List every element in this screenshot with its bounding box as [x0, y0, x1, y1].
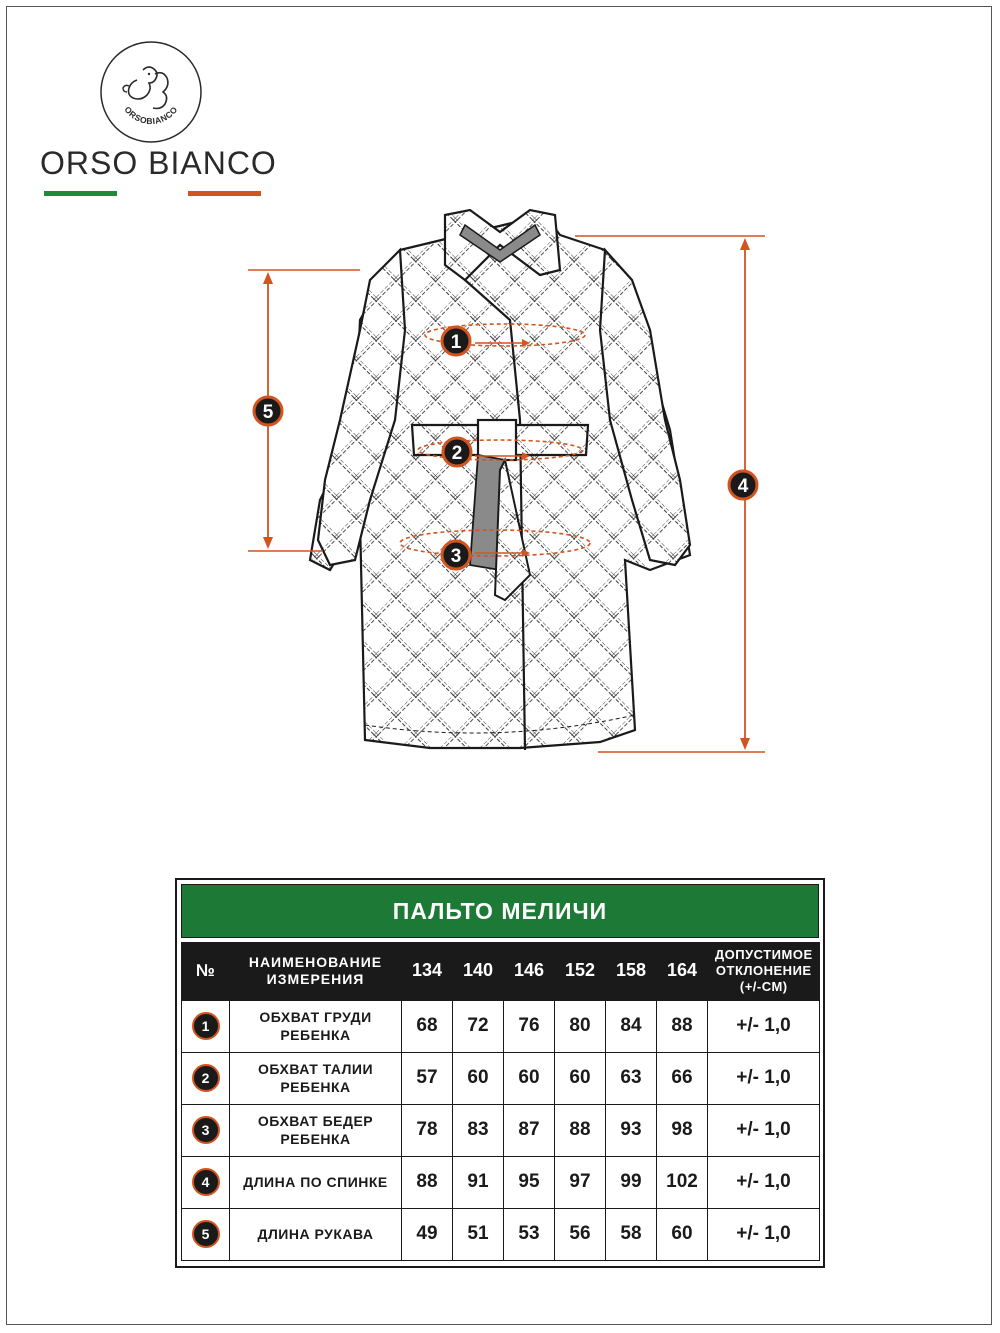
row-number-badge: 2 [192, 1064, 220, 1092]
row-name-line2: РЕБЕНКА [280, 1027, 351, 1043]
row-name-line1: ОБХВАТ ТАЛИИ [257, 1061, 374, 1077]
brand-bar-green [44, 191, 117, 196]
row-value: 97 [555, 1156, 606, 1208]
header-tolerance-line3: (+/-СМ) [739, 978, 788, 994]
svg-text:3: 3 [450, 546, 462, 567]
header-size-146: 146 [504, 942, 555, 1000]
row-value: 76 [504, 1000, 555, 1052]
row-value: 53 [504, 1208, 555, 1260]
row-value: 51 [453, 1208, 504, 1260]
svg-text:2: 2 [451, 443, 463, 464]
header-tolerance-line1: ДОПУСТИМОЕ [714, 946, 813, 962]
logo-circle-text: ORSOBIANCO [122, 104, 180, 127]
row-value: 60 [453, 1052, 504, 1104]
row-value: 60 [555, 1052, 606, 1104]
row-name-line1: ДЛИНА ПО СПИНКЕ [243, 1174, 388, 1190]
header-name-line1: НАИМЕНОВАНИЕ [248, 953, 383, 970]
header-size-158: 158 [606, 942, 657, 1000]
coat-measurement-diagram [240, 200, 780, 780]
svg-text:1: 1 [450, 332, 462, 353]
row-value: 60 [657, 1208, 708, 1260]
row-value: 57 [402, 1052, 453, 1104]
row-value: 95 [504, 1156, 555, 1208]
table-row [182, 1000, 820, 1052]
row-value: 63 [606, 1052, 657, 1104]
row-tolerance: +/- 1,0 [708, 1104, 820, 1156]
table-header-row [182, 942, 820, 1000]
row-number-cell [182, 1156, 230, 1208]
row-name-line2: РЕБЕНКА [280, 1079, 351, 1095]
header-size-140: 140 [453, 942, 504, 1000]
row-value: 66 [657, 1052, 708, 1104]
row-tolerance: +/- 1,0 [708, 1208, 820, 1260]
row-name-cell [230, 1156, 402, 1208]
row-value: 87 [504, 1104, 555, 1156]
row-name-line1: ОБХВАТ ГРУДИ [259, 1009, 372, 1025]
row-name-line1: ДЛИНА РУКАВА [257, 1226, 374, 1242]
row-name-cell [230, 1208, 402, 1260]
row-number-cell [182, 1052, 230, 1104]
header-measurement-name [230, 942, 402, 1000]
svg-text:4: 4 [737, 476, 749, 497]
row-tolerance: +/- 1,0 [708, 1052, 820, 1104]
row-value: 99 [606, 1156, 657, 1208]
row-tolerance: +/- 1,0 [708, 1000, 820, 1052]
row-value: 60 [504, 1052, 555, 1104]
table-row [182, 1156, 820, 1208]
header-size-152: 152 [555, 942, 606, 1000]
row-value: 56 [555, 1208, 606, 1260]
row-value: 83 [453, 1104, 504, 1156]
header-size-164: 164 [657, 942, 708, 1000]
row-value: 88 [402, 1156, 453, 1208]
brand-name: ORSO BIANCO [40, 145, 277, 181]
row-value: 78 [402, 1104, 453, 1156]
brand-bar-red [188, 191, 261, 196]
table-row [182, 1208, 820, 1260]
row-number-badge: 1 [192, 1012, 220, 1040]
row-value: 98 [657, 1104, 708, 1156]
row-number-badge: 5 [192, 1220, 220, 1248]
row-number-cell [182, 1000, 230, 1052]
table-row [182, 1052, 820, 1104]
row-number-cell [182, 1208, 230, 1260]
row-name-cell [230, 1052, 402, 1104]
header-name-line2: ИЗМЕРЕНИЯ [266, 970, 365, 987]
row-value: 93 [606, 1104, 657, 1156]
row-number-badge: 3 [192, 1116, 220, 1144]
row-tolerance: +/- 1,0 [708, 1156, 820, 1208]
row-name-cell [230, 1104, 402, 1156]
row-value: 58 [606, 1208, 657, 1260]
svg-text:ORSOBIANCO [122, 104, 179, 126]
brand-logo-icon [99, 40, 203, 144]
table-title: ПАЛЬТО МЕЛИЧИ [181, 884, 819, 938]
row-value: 80 [555, 1000, 606, 1052]
row-value: 88 [657, 1000, 708, 1052]
svg-text:5: 5 [262, 402, 274, 423]
row-value: 84 [606, 1000, 657, 1052]
row-value: 88 [555, 1104, 606, 1156]
header-tolerance [708, 942, 820, 1000]
header-size-134: 134 [402, 942, 453, 1000]
row-number-badge: 4 [192, 1168, 220, 1196]
size-table [175, 878, 825, 1268]
row-name-line1: ОБХВАТ БЕДЕР [257, 1113, 374, 1129]
header-number: № [182, 942, 230, 1000]
row-value: 72 [453, 1000, 504, 1052]
row-value: 102 [657, 1156, 708, 1208]
row-value: 49 [402, 1208, 453, 1260]
row-value: 68 [402, 1000, 453, 1052]
table-row [182, 1104, 820, 1156]
header-tolerance-line2: ОТКЛОНЕНИЕ [715, 962, 812, 978]
marker-4 [729, 471, 757, 499]
marker-2 [443, 438, 471, 466]
marker-1 [442, 327, 470, 355]
size-chart [181, 942, 820, 1261]
marker-3 [442, 541, 470, 569]
marker-5 [254, 397, 282, 425]
row-name-cell [230, 1000, 402, 1052]
row-name-line2: РЕБЕНКА [280, 1131, 351, 1147]
row-value: 91 [453, 1156, 504, 1208]
row-number-cell [182, 1104, 230, 1156]
